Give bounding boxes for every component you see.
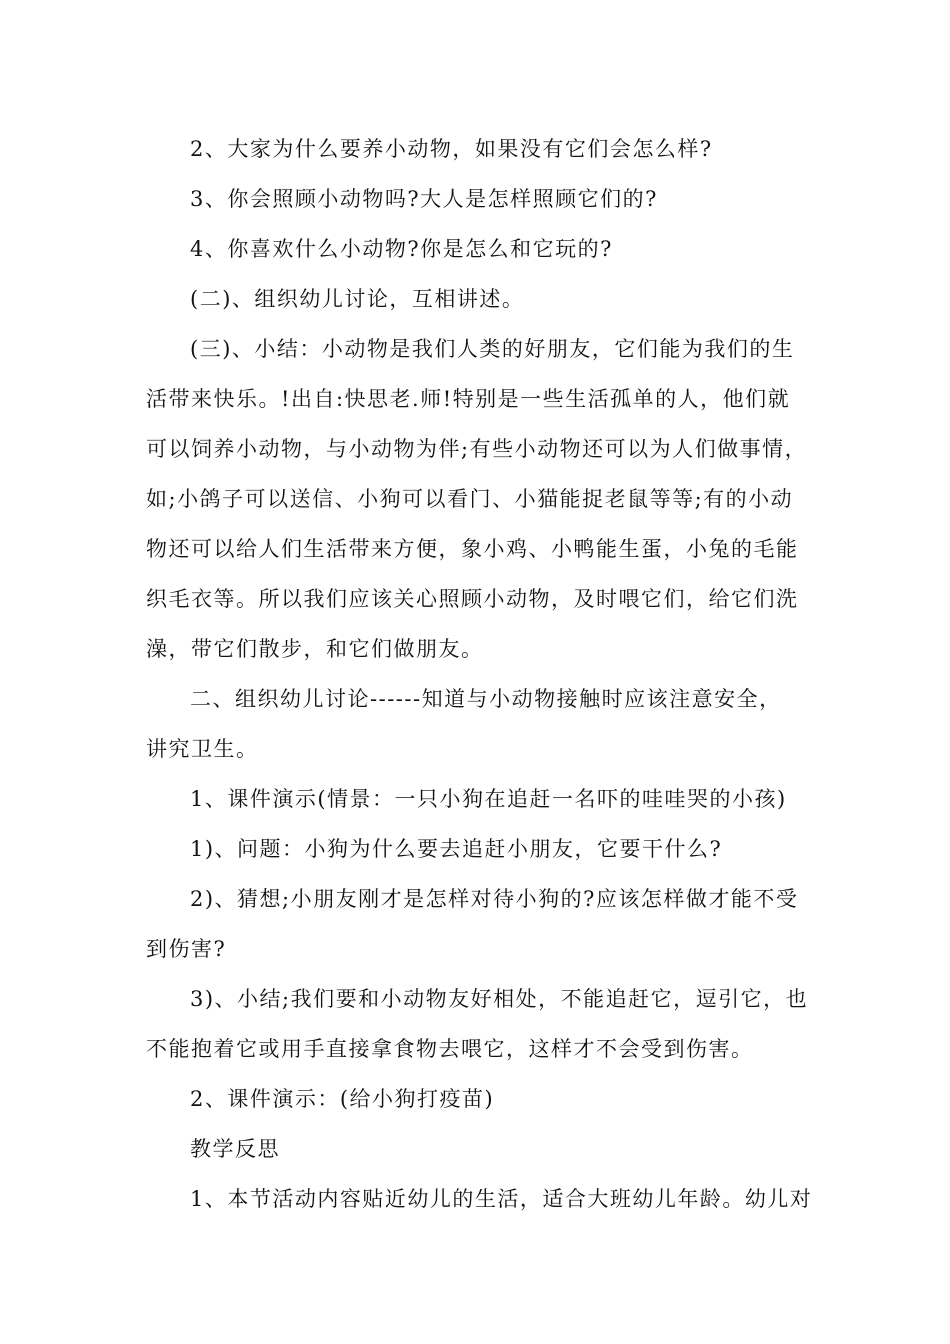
courseware-demo-2: 2、课件演示：(给小狗打疫苗) [190, 1087, 495, 1111]
summary-line-4: 如;小鸽子可以送信、小狗可以看门、小猫能捉老鼠等等;有的小动 [146, 487, 794, 511]
conclusion-item-cont: 不能抱着它或用手直接拿食物去喂它，这样才不会受到伤害。 [146, 1037, 754, 1061]
reflection-heading: 教学反思 [190, 1137, 280, 1161]
summary-line-7: 澡，带它们散步，和它们做朋友。 [146, 637, 484, 661]
summary-line-6: 织毛衣等。所以我们应该关心照顾小动物，及时喂它们，给它们洗 [146, 587, 799, 611]
courseware-demo-1: 1、课件演示(情景：一只小狗在追赶一名吓的哇哇哭的小孩) [190, 787, 787, 811]
question-4: 4、你喜欢什么小动物?你是怎么和它玩的? [190, 237, 613, 261]
summary-line-1: (三)、小结：小动物是我们人类的好朋友，它们能为我们的生 [190, 337, 795, 361]
guess-item-cont: 到伤害? [146, 937, 227, 961]
part-2-heading: 二、组织幼儿讨论------知道与小动物接触时应该注意安全， [190, 687, 782, 711]
question-3: 3、你会照顾小动物吗?大人是怎样照顾它们的? [190, 187, 658, 211]
reflection-item-1: 1、本节活动内容贴近幼儿的生活，适合大班幼儿年龄。幼儿对 [190, 1187, 813, 1211]
guess-item: 2)、猜想;小朋友刚才是怎样对待小狗的?应该怎样做才能不受 [190, 887, 799, 911]
question-item: 1)、问题：小狗为什么要去追赶小朋友，它要干什么? [190, 837, 723, 861]
summary-line-5: 物还可以给人们生活带来方便，象小鸡、小鸭能生蛋，小兔的毛能 [146, 537, 799, 561]
part-2-heading-cont: 讲究卫生。 [146, 737, 259, 761]
section-2-heading: (二)、组织幼儿讨论，互相讲述。 [190, 287, 525, 311]
conclusion-item: 3)、小结;我们要和小动物友好相处，不能追赶它，逗引它，也 [190, 987, 809, 1011]
summary-line-2: 活带来快乐。!出自:快思老.师!特别是一些生活孤单的人，他们就 [146, 387, 791, 411]
summary-line-3: 可以饲养小动物，与小动物为伴;有些小动物还可以为人们做事情， [146, 437, 808, 461]
question-2: 2、大家为什么要养小动物，如果没有它们会怎么样? [190, 137, 713, 161]
